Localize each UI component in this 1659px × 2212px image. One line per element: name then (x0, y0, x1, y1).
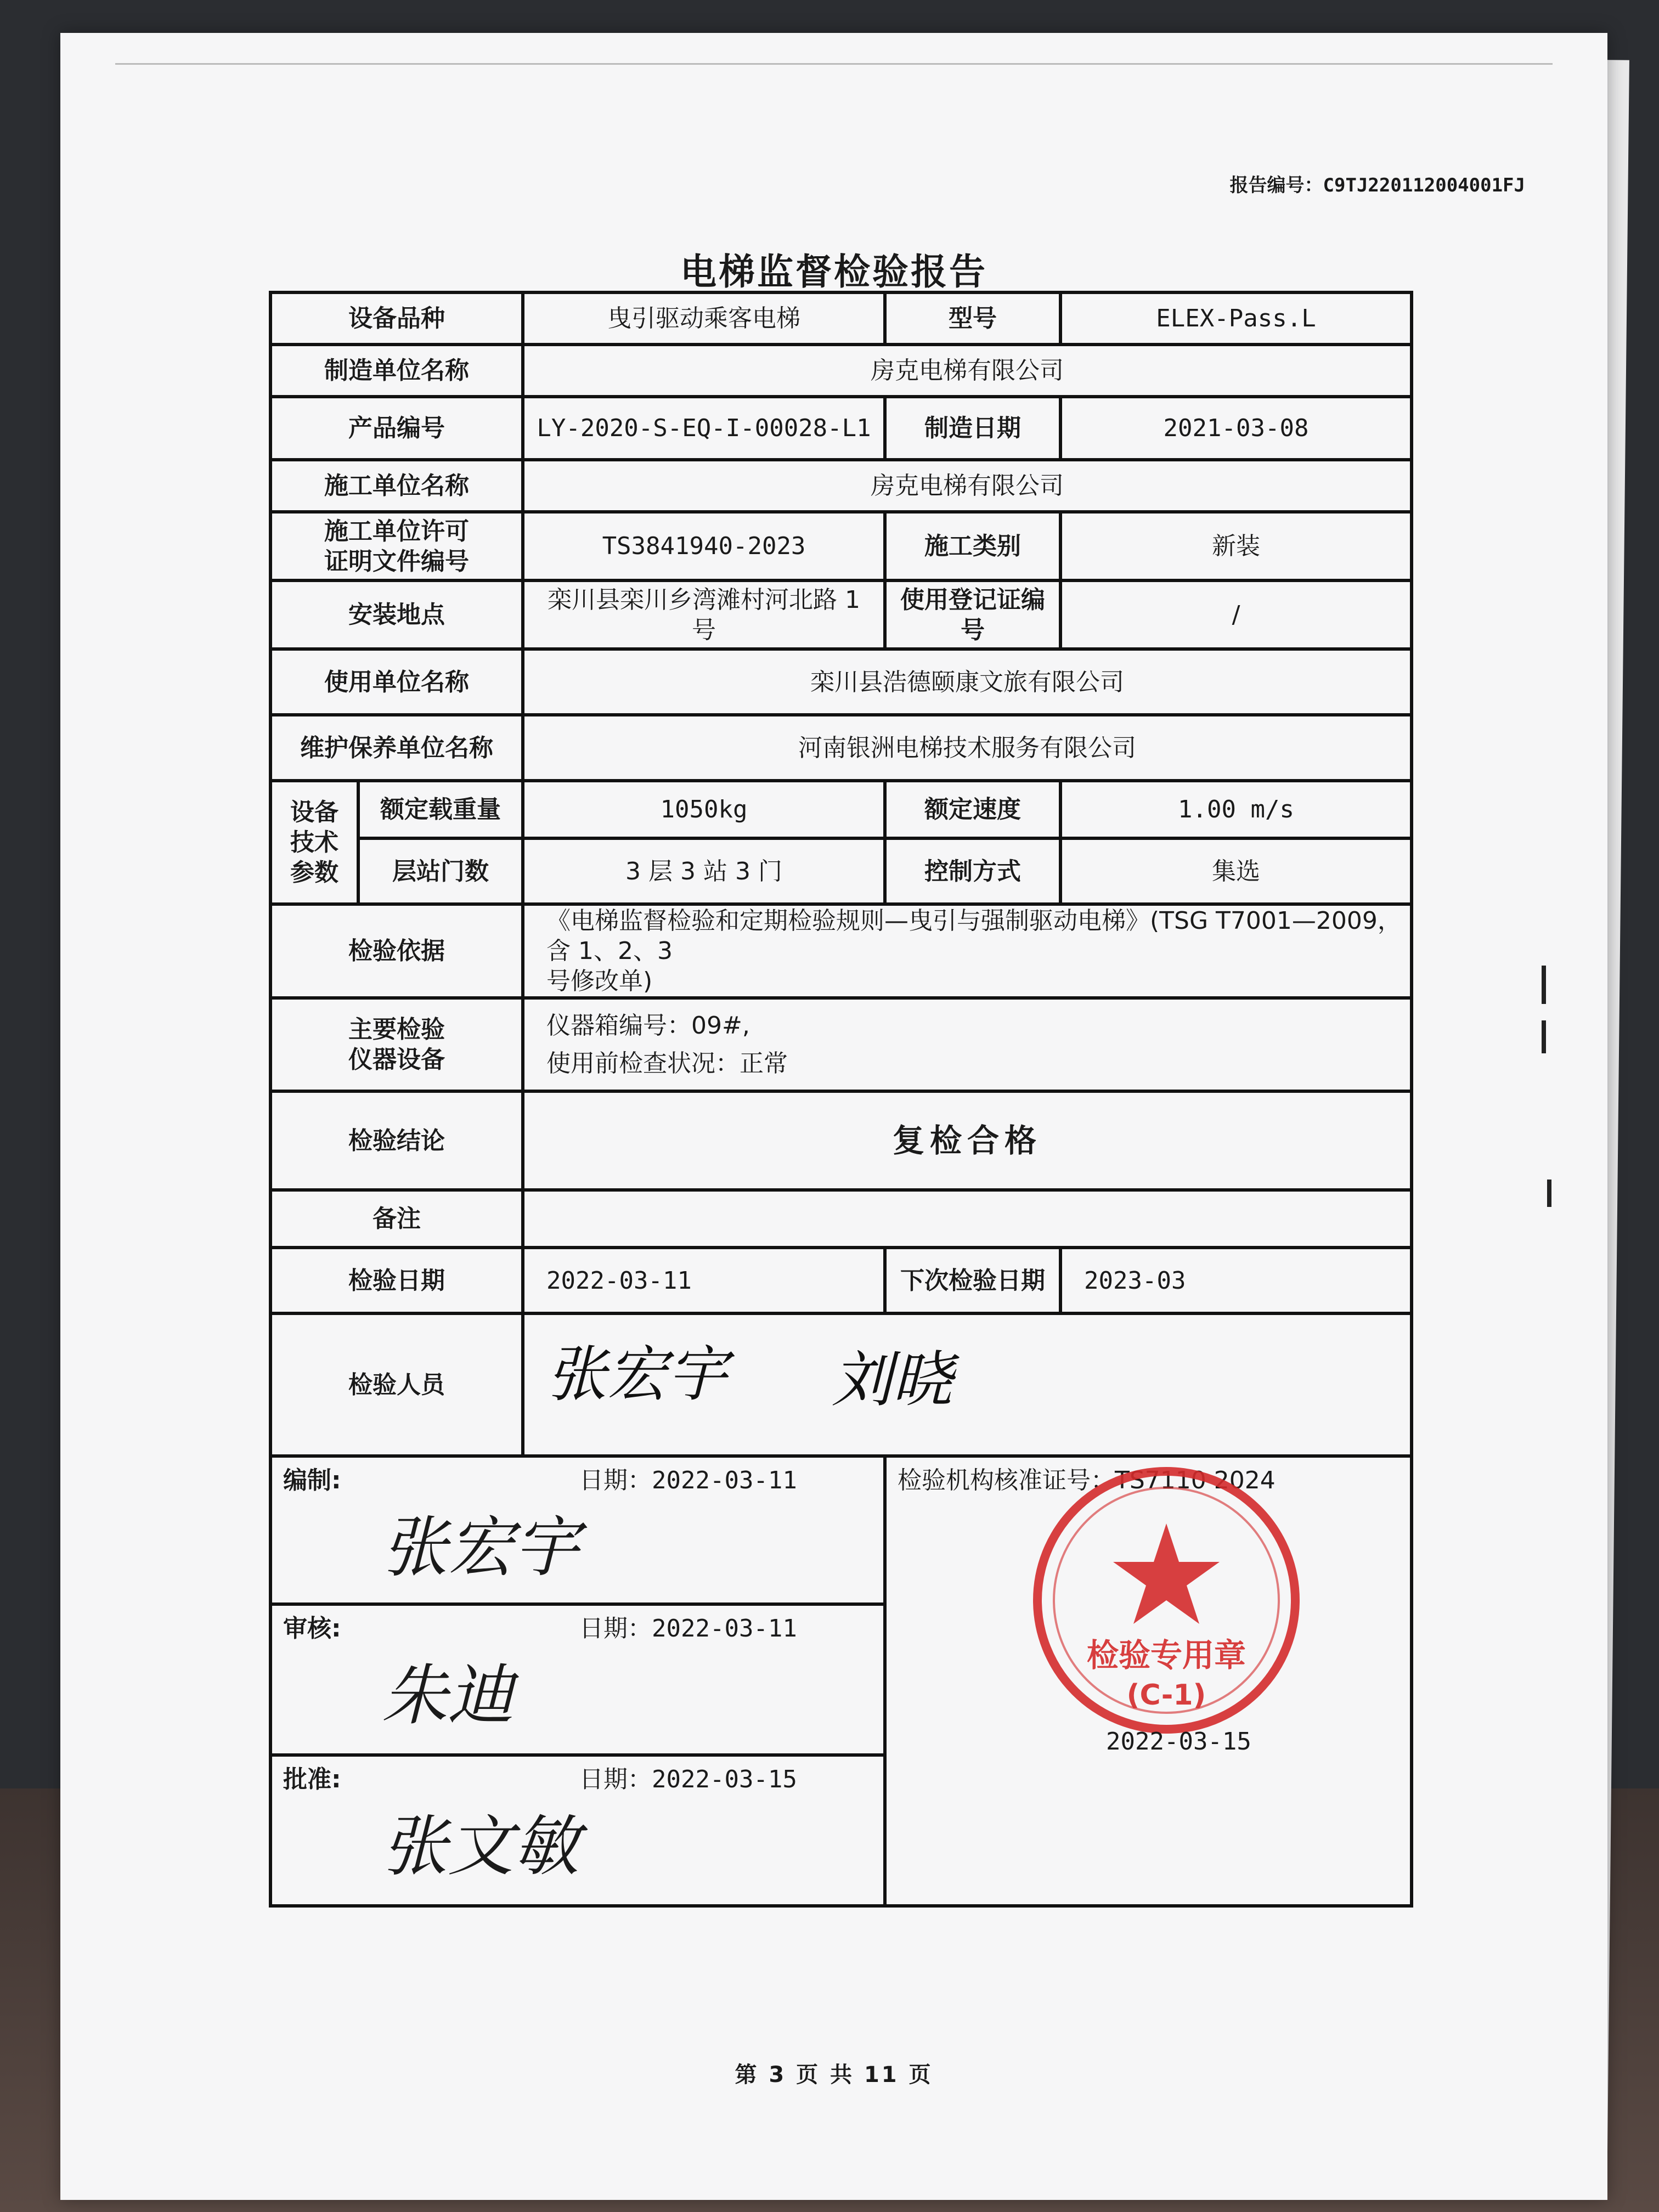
location-value-line-2: 号 (692, 616, 716, 644)
params-label-line-3: 参数 (290, 859, 338, 887)
row-conclusion (270, 1091, 1412, 1190)
approval-cell (885, 1456, 1412, 1906)
model-label: 型号 (885, 292, 1060, 345)
approved-label: 批准: (283, 1765, 341, 1793)
instruments-value (523, 998, 1412, 1091)
load-label: 额定载重量 (358, 781, 523, 838)
conclusion-value: 复检合格 (523, 1091, 1412, 1190)
document-title: 电梯监督检验报告 (680, 251, 988, 293)
row-maintainer (270, 715, 1412, 781)
user-value: 栾川县浩德颐康文旅有限公司 (523, 649, 1412, 715)
prepared-date: 日期：2022-03-11 (579, 1466, 797, 1494)
mfg-date-label: 制造日期 (885, 397, 1060, 460)
prepared-label: 编制: (283, 1466, 341, 1494)
margin-mark (1542, 966, 1546, 1004)
instruments-value-line-1: 仪器箱编号：09#, (546, 1012, 750, 1040)
construction-type-value: 新装 (1060, 512, 1412, 580)
page-top-line (115, 63, 1553, 65)
remarks-label: 备注 (270, 1190, 523, 1248)
basis-value (523, 904, 1412, 998)
basis-value-line-1: 《电梯监督检验和定期检验规则—曳引与强制驱动电梯》(TSG T7001—2009，含 1、2、3 (546, 907, 1402, 965)
basis-value-line-2: 号修改单) (546, 967, 653, 995)
row-installer (270, 460, 1412, 512)
mfg-date-value: 2021-03-08 (1060, 397, 1412, 460)
row-location (270, 580, 1412, 649)
installer-label: 施工单位名称 (270, 460, 523, 512)
instruments-label-line-2: 仪器设备 (348, 1046, 445, 1074)
reviewed-cell (270, 1604, 885, 1755)
approved-cell (270, 1755, 885, 1906)
row-equipment-type (270, 292, 1412, 345)
inspection-date-value: 2022-03-11 (523, 1248, 885, 1313)
inspectors-label: 检验人员 (270, 1313, 523, 1456)
location-label: 安装地点 (270, 580, 523, 649)
model-value: ELEX-Pass.L (1060, 292, 1412, 345)
inspection-seal (1024, 1458, 1309, 1743)
seal-star-icon (1113, 1523, 1220, 1624)
approved-signature: 张文敏 (382, 1809, 579, 1885)
load-value: 1050kg (523, 781, 885, 838)
report-page (60, 33, 1607, 2200)
reviewed-signature: 朱迪 (382, 1658, 514, 1734)
next-date-label: 下次检验日期 (885, 1248, 1060, 1313)
speed-value: 1.00 m/s (1060, 781, 1412, 838)
license-label (270, 512, 523, 580)
seal-date: 2022-03-15 (1106, 1728, 1251, 1756)
reviewed-date: 日期：2022-03-11 (579, 1615, 797, 1643)
inspector-signature-2: 刘晓 (832, 1345, 952, 1415)
seal-text: 检验专用章 (1086, 1637, 1246, 1674)
row-user (270, 649, 1412, 715)
installer-value: 房克电梯有限公司 (523, 460, 1412, 512)
next-date-value: 2023-03 (1060, 1248, 1412, 1313)
control-value: 集选 (1060, 838, 1412, 904)
inspection-date-label: 检验日期 (270, 1248, 523, 1313)
params-label-line-2: 技术 (290, 828, 338, 856)
row-params-floors (270, 838, 1412, 904)
product-no-label: 产品编号 (270, 397, 523, 460)
floors-value: 3 层 3 站 3 门 (523, 838, 885, 904)
user-label: 使用单位名称 (270, 649, 523, 715)
row-manufacturer (270, 345, 1412, 397)
maintainer-value: 河南银洲电梯技术服务有限公司 (523, 715, 1412, 781)
maintainer-label: 维护保养单位名称 (270, 715, 523, 781)
equipment-type-label: 设备品种 (270, 292, 523, 345)
control-label: 控制方式 (885, 838, 1060, 904)
instruments-label (270, 998, 523, 1091)
margin-mark (1542, 1020, 1546, 1053)
license-value: TS3841940-2023 (523, 512, 885, 580)
report-number: 报告编号：C9TJ220112004001FJ (1229, 174, 1525, 196)
construction-type-label: 施工类别 (885, 512, 1060, 580)
remarks-value (523, 1190, 1412, 1248)
row-inspectors (270, 1313, 1412, 1456)
row-basis (270, 904, 1412, 998)
inspector-signature-1: 张宏宇 (546, 1339, 727, 1409)
row-product-no (270, 397, 1412, 460)
approved-date: 日期：2022-03-15 (579, 1765, 797, 1793)
reg-cert-value: / (1060, 580, 1412, 649)
prepared-signature: 张宏宇 (382, 1510, 579, 1586)
inspectors-signatures (523, 1313, 1412, 1456)
location-value (523, 580, 885, 649)
seal-code: (C-1) (1126, 1679, 1206, 1712)
row-params-load (270, 781, 1412, 838)
inspection-table (269, 291, 1413, 1908)
license-label-line-2: 证明文件编号 (324, 547, 469, 575)
params-label-line-1: 设备 (290, 798, 338, 826)
conclusion-label: 检验结论 (270, 1091, 523, 1190)
row-prepared (270, 1456, 1412, 1604)
reg-cert-label: 使用登记证编号 (885, 580, 1060, 649)
reviewed-label: 审核: (283, 1615, 341, 1643)
page-footer: 第 3 页 共 11 页 (735, 2062, 933, 2087)
instruments-label-line-1: 主要检验 (348, 1015, 445, 1043)
product-no-value: LY-2020-S-EQ-I-00028-L1 (523, 397, 885, 460)
prepared-cell (270, 1456, 885, 1604)
row-license (270, 512, 1412, 580)
instruments-value-line-2: 使用前检查状况：正常 (546, 1049, 788, 1077)
equipment-type-value: 曳引驱动乘客电梯 (523, 292, 885, 345)
manufacturer-label: 制造单位名称 (270, 345, 523, 397)
license-label-line-1: 施工单位许可 (324, 517, 469, 545)
params-label (270, 781, 358, 904)
speed-label: 额定速度 (885, 781, 1060, 838)
row-instruments (270, 998, 1412, 1091)
approval-number: 检验机构核准证号：TS7110 2024 (898, 1466, 1276, 1494)
row-remarks (270, 1190, 1412, 1248)
row-dates (270, 1248, 1412, 1313)
location-value-line-1: 栾川县栾川乡湾滩村河北路 1 (548, 585, 860, 614)
basis-label: 检验依据 (270, 904, 523, 998)
floors-label: 层站门数 (358, 838, 523, 904)
manufacturer-value: 房克电梯有限公司 (523, 345, 1412, 397)
margin-mark (1547, 1180, 1551, 1207)
